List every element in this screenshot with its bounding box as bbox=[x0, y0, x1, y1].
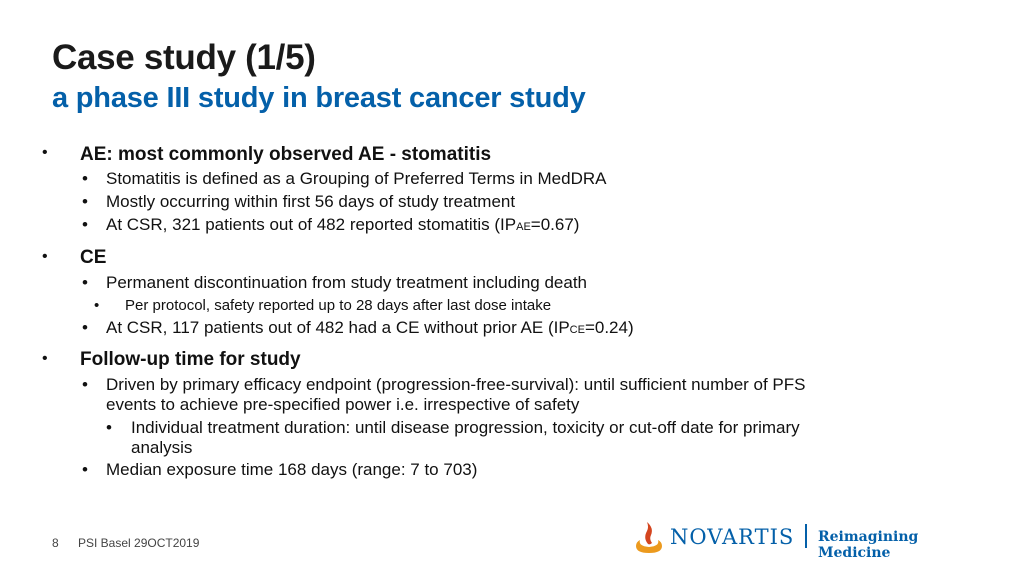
bullet-followup-heading: Follow-up time for study bbox=[80, 349, 301, 370]
logo-separator bbox=[805, 524, 807, 548]
bullet-ce-csr: At CSR, 117 patients out of 482 had a CE without prior AE (IPCE=0.24) bbox=[106, 318, 634, 337]
bullet-marker: • bbox=[82, 169, 88, 188]
bullet-ae-csr: At CSR, 321 patients out of 482 reported stomatitis (IPAE=0.67) bbox=[106, 215, 580, 234]
bullet-followup-item-1-line-2: events to achieve pre-specified power i.e. irrespective of safety bbox=[106, 395, 580, 414]
bullet-marker: • bbox=[82, 273, 88, 292]
bullet-marker: • bbox=[42, 350, 48, 367]
bullet-followup-subitem-1-line-1: Individual treatment duration: until disease progression, toxicity or cut-off date for primary bbox=[131, 418, 800, 437]
bullet-marker: • bbox=[42, 144, 48, 161]
logo-tagline: Reimagining Medicine bbox=[818, 529, 919, 561]
bullet-marker: • bbox=[82, 192, 88, 211]
slide-title: Case study (1/5) bbox=[52, 38, 316, 77]
bullet-ae-item-2: Mostly occurring within first 56 days of study treatment bbox=[106, 192, 516, 211]
bullet-marker: • bbox=[82, 375, 88, 394]
bullet-marker: • bbox=[94, 297, 100, 314]
slide-subtitle: a phase III study in breast cancer study bbox=[52, 82, 586, 114]
bullet-marker: • bbox=[82, 318, 88, 337]
bullet-marker: • bbox=[82, 215, 88, 234]
bullet-ce-heading: CE bbox=[80, 247, 107, 268]
novartis-logo bbox=[630, 518, 980, 561]
bullet-marker: • bbox=[42, 248, 48, 265]
bullet-marker: • bbox=[82, 460, 88, 479]
bullet-followup-item-2: Median exposure time 168 days (range: 7 to 703) bbox=[106, 460, 478, 479]
footer-event: PSI Basel 29OCT2019 bbox=[78, 536, 200, 550]
bullet-followup-subitem-1-line-2: analysis bbox=[131, 438, 193, 457]
novartis-flame-icon bbox=[632, 520, 666, 554]
bullet-ce-subitem-1: Per protocol, safety reported up to 28 days after last dose intake bbox=[125, 297, 552, 314]
bullet-followup-item-1-line-1: Driven by primary efficacy endpoint (progression-free-survival): until sufficient number of PFS bbox=[106, 375, 806, 394]
bullet-marker: • bbox=[106, 418, 112, 437]
bullet-ae-heading: AE: most commonly observed AE - stomatitis bbox=[80, 144, 492, 165]
logo-wordmark: NOVARTIS bbox=[670, 525, 795, 549]
page-number: 8 bbox=[52, 536, 59, 550]
bullet-ae-item-1: Stomatitis is defined as a Grouping of Preferred Terms in MedDRA bbox=[106, 169, 607, 188]
bullet-ce-item-1: Permanent discontinuation from study treatment including death bbox=[106, 273, 587, 292]
